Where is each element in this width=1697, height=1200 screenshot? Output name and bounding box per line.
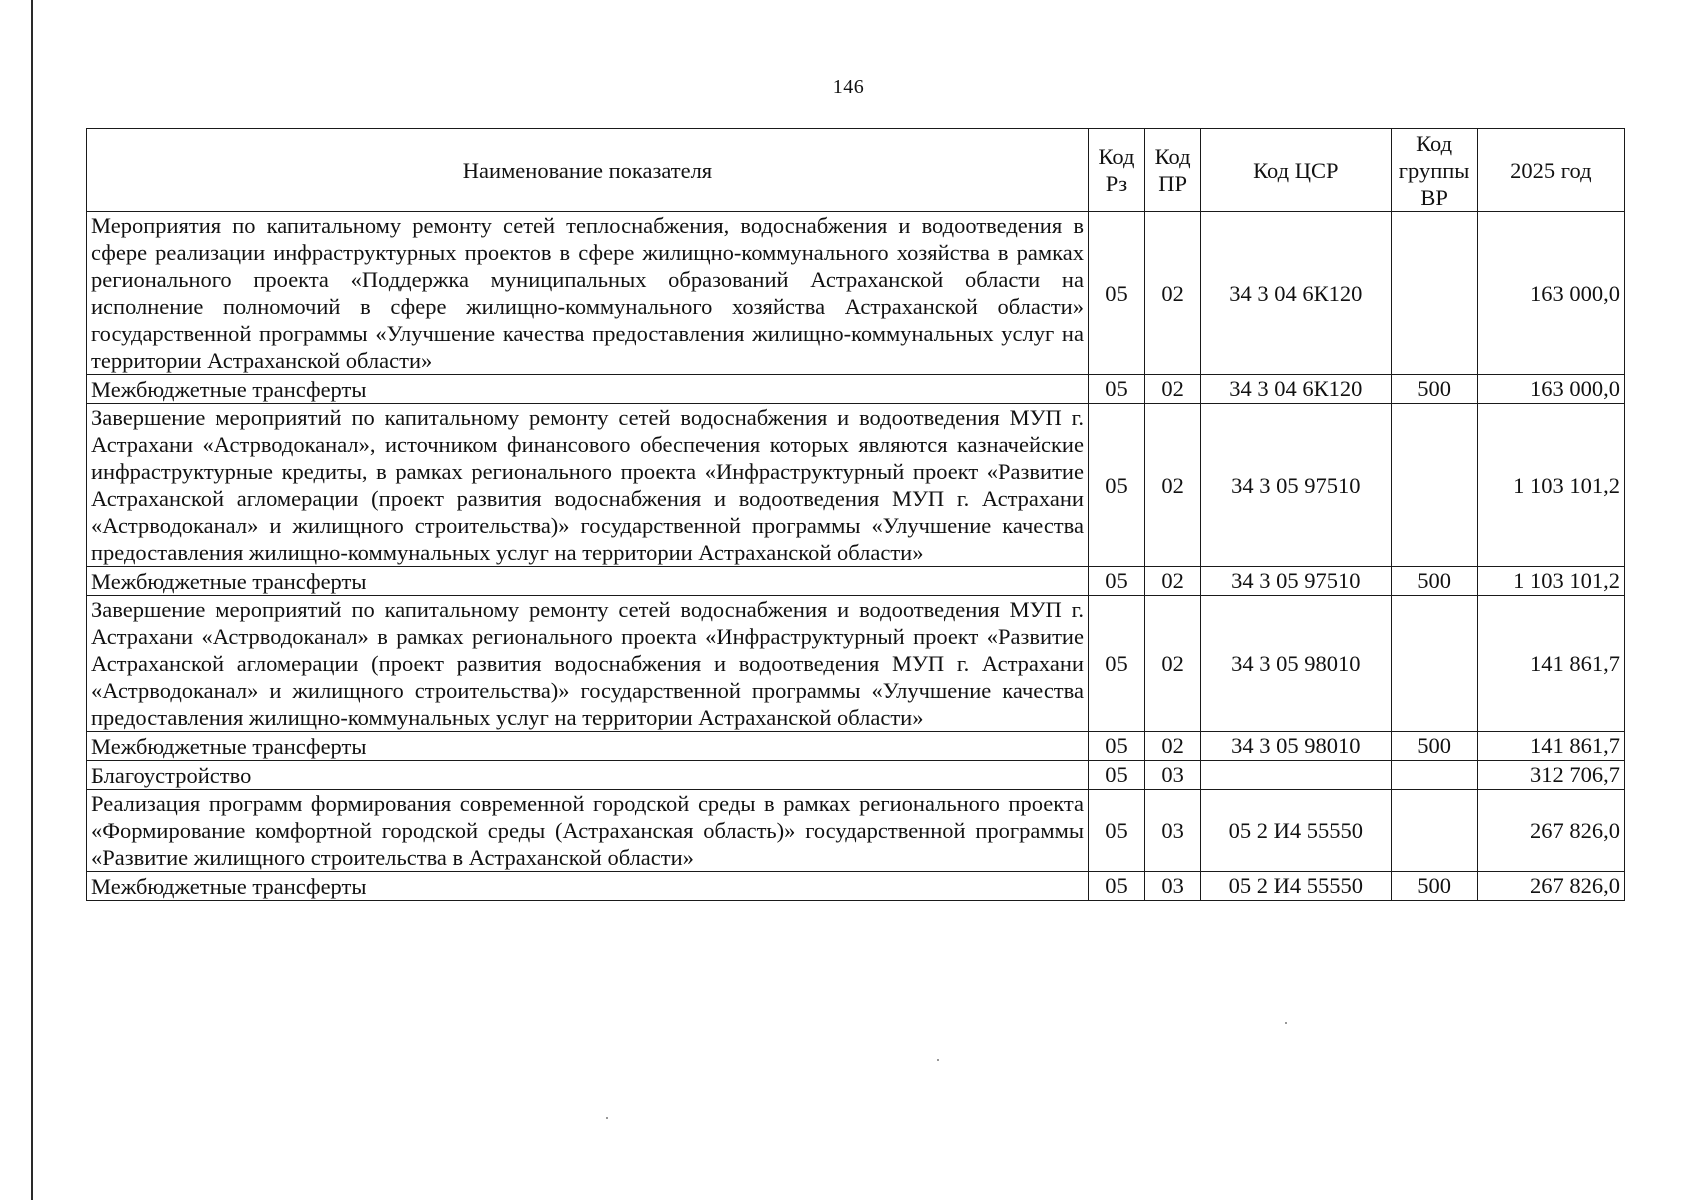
row-vr [1391, 761, 1477, 790]
scan-speck [1285, 1022, 1287, 1024]
row-csr: 34 3 04 6К120 [1201, 375, 1391, 404]
row-csr: 34 3 05 98010 [1201, 732, 1391, 761]
table-header-row [87, 129, 1625, 212]
row-amount: 141 861,7 [1477, 732, 1624, 761]
row-pr: 03 [1145, 790, 1201, 872]
header-csr: Код ЦСР [1201, 129, 1391, 212]
row-vr [1391, 404, 1477, 567]
header-rz: Код Рз [1088, 129, 1144, 212]
row-vr: 500 [1391, 732, 1477, 761]
table-row [87, 567, 1625, 596]
row-rz: 05 [1088, 212, 1144, 375]
scan-speck [937, 1059, 939, 1061]
row-amount: 1 103 101,2 [1477, 404, 1624, 567]
table-row [87, 872, 1625, 901]
table-row [87, 732, 1625, 761]
row-amount: 1 103 101,2 [1477, 567, 1624, 596]
page-number: 146 [832, 76, 865, 98]
row-csr [1201, 761, 1391, 790]
row-pr: 02 [1145, 567, 1201, 596]
row-csr: 05 2 И4 55550 [1201, 872, 1391, 901]
row-amount: 267 826,0 [1477, 872, 1624, 901]
table-row [87, 596, 1625, 732]
row-csr: 34 3 04 6К120 [1201, 212, 1391, 375]
scan-speck [606, 1117, 608, 1119]
row-name: Межбюджетные трансферты [87, 872, 1089, 901]
row-csr: 05 2 И4 55550 [1201, 790, 1391, 872]
row-name: Благоустройство [87, 761, 1089, 790]
row-vr: 500 [1391, 375, 1477, 404]
row-rz: 05 [1088, 761, 1144, 790]
row-name: Межбюджетные трансферты [87, 375, 1089, 404]
row-pr: 02 [1145, 212, 1201, 375]
row-vr [1391, 596, 1477, 732]
row-name: Завершение мероприятий по капитальному ремонту сетей водоснабжения и водоотведения МУП г. Астрахани «Астрводоканал», источником финансового обеспечения которых являются казначейские инфраструктурные кредиты, в рамках регионального проекта «Инфраструктурный проект «Развитие Астраханской агломерации (проект развития водоснабжения и водоотведения МУП г. Астрахани «Астрводоканал» и жилищного строительства)» государственной программы «Улучшение качества предоставления жилищно-коммунальных услуг на территории Астраханской области» [87, 404, 1089, 567]
table-row [87, 761, 1625, 790]
table-row [87, 790, 1625, 872]
row-pr: 02 [1145, 404, 1201, 567]
row-amount: 267 826,0 [1477, 790, 1624, 872]
table-row [87, 212, 1625, 375]
header-year: 2025 год [1477, 129, 1624, 212]
row-name: Межбюджетные трансферты [87, 567, 1089, 596]
row-rz: 05 [1088, 596, 1144, 732]
row-pr: 02 [1145, 375, 1201, 404]
row-name: Реализация программ формирования современной городской среды в рамках регионального проекта «Формирование комфортной городской среды (Астраханская область)» государственной программы «Развитие жилищного строительства в Астраханской области» [87, 790, 1089, 872]
row-csr: 34 3 05 97510 [1201, 567, 1391, 596]
row-pr: 02 [1145, 732, 1201, 761]
row-rz: 05 [1088, 872, 1144, 901]
header-vr: Код группы ВР [1391, 129, 1477, 212]
row-rz: 05 [1088, 732, 1144, 761]
table-row [87, 404, 1625, 567]
row-pr: 03 [1145, 872, 1201, 901]
budget-table [86, 128, 1625, 901]
table-row [87, 375, 1625, 404]
row-rz: 05 [1088, 375, 1144, 404]
row-pr: 03 [1145, 761, 1201, 790]
row-amount: 163 000,0 [1477, 212, 1624, 375]
row-csr: 34 3 05 97510 [1201, 404, 1391, 567]
row-vr: 500 [1391, 567, 1477, 596]
row-vr: 500 [1391, 872, 1477, 901]
row-rz: 05 [1088, 567, 1144, 596]
header-name: Наименование показателя [87, 129, 1089, 212]
row-rz: 05 [1088, 404, 1144, 567]
row-rz: 05 [1088, 790, 1144, 872]
row-name: Мероприятия по капитальному ремонту сетей теплоснабжения, водоснабжения и водоотведения в сфере реализации инфраструктурных проектов в сфере жилищно-коммунального хозяйства в рамках регионального проекта «Поддержка муниципальных образований Астраханской области на исполнение полномочий в сфере жилищно-коммунального хозяйства Астраханской области» государственной программы «Улучшение качества предоставления жилищно-коммунальных услуг на территории Астраханской области» [87, 212, 1089, 375]
row-vr [1391, 790, 1477, 872]
row-amount: 141 861,7 [1477, 596, 1624, 732]
row-name: Завершение мероприятий по капитальному ремонту сетей водоснабжения и водоотведения МУП г. Астрахани «Астрводоканал» в рамках регионального проекта «Инфраструктурный проект «Развитие Астраханской агломерации (проект развития водоснабжения и водоотведения МУП г. Астрахани «Астрводоканал» и жилищного строительства)» государственной программы «Улучшение качества предоставления жилищно-коммунальных услуг на территории Астраханской области» [87, 596, 1089, 732]
row-vr [1391, 212, 1477, 375]
row-amount: 312 706,7 [1477, 761, 1624, 790]
row-csr: 34 3 05 98010 [1201, 596, 1391, 732]
left-binding-line [31, 0, 33, 1200]
header-pr: Код ПР [1145, 129, 1201, 212]
row-amount: 163 000,0 [1477, 375, 1624, 404]
row-pr: 02 [1145, 596, 1201, 732]
row-name: Межбюджетные трансферты [87, 732, 1089, 761]
